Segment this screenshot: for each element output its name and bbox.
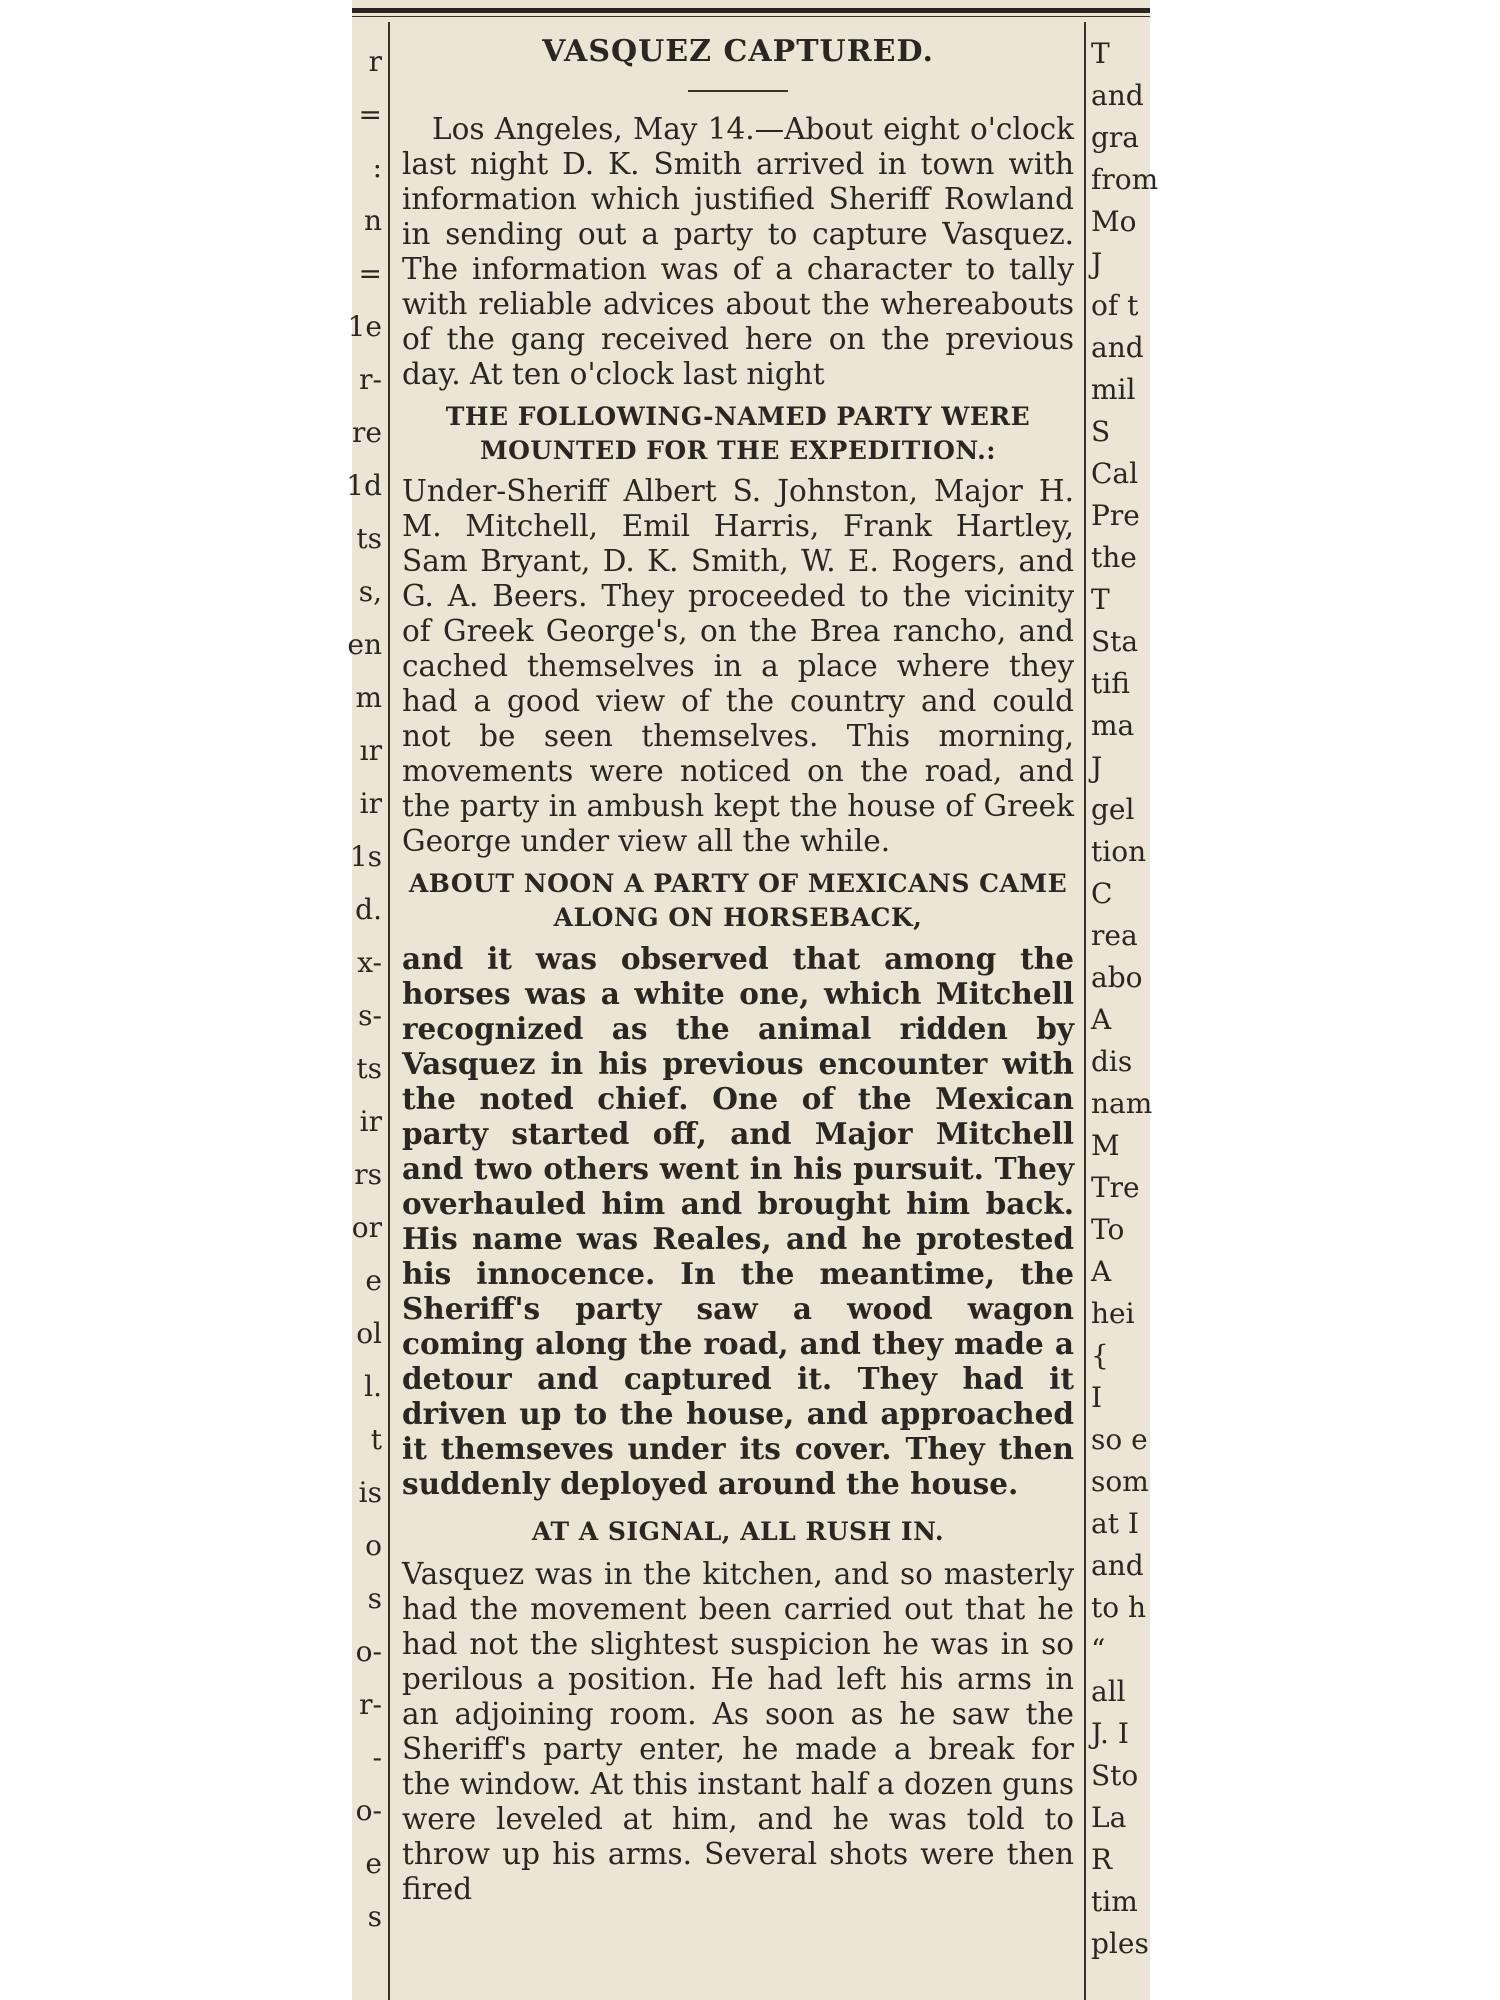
column-fragment: ır bbox=[359, 734, 382, 767]
adjacent-column-right bbox=[1089, 0, 1159, 2000]
column-fragment: : bbox=[372, 151, 382, 184]
column-fragment: ma bbox=[1091, 709, 1135, 742]
column-fragment: e bbox=[365, 1847, 382, 1880]
column-fragment: at I bbox=[1091, 1507, 1139, 1540]
column-fragment: re bbox=[352, 416, 382, 449]
column-fragment: nam bbox=[1091, 1087, 1153, 1120]
column-fragment: e bbox=[365, 1264, 382, 1297]
column-fragment: = bbox=[358, 98, 382, 131]
column-fragment: o- bbox=[355, 1635, 382, 1668]
column-fragment: l. bbox=[364, 1370, 382, 1403]
column-fragment: and bbox=[1091, 1549, 1144, 1582]
column-fragment: Mo bbox=[1091, 205, 1137, 238]
column-fragment: rea bbox=[1091, 919, 1138, 952]
column-fragment: I bbox=[1091, 1381, 1103, 1414]
column-fragment: Pre bbox=[1091, 499, 1140, 532]
column-fragment: J bbox=[1091, 751, 1103, 784]
column-fragment: to h bbox=[1091, 1591, 1147, 1624]
column-fragment: A bbox=[1091, 1255, 1112, 1288]
column-fragment: hei bbox=[1091, 1297, 1135, 1330]
column-fragment: 1e bbox=[347, 310, 382, 343]
column-rule-left bbox=[388, 22, 390, 2000]
article-headline: VASQUEZ CAPTURED. bbox=[542, 34, 934, 69]
column-fragment: T bbox=[1091, 37, 1110, 70]
column-fragment: ples bbox=[1091, 1927, 1149, 1960]
column-fragment: J bbox=[1091, 247, 1103, 280]
column-fragment: dis bbox=[1091, 1045, 1133, 1078]
column-fragment: r bbox=[368, 45, 382, 78]
column-fragment: m bbox=[355, 681, 382, 714]
column-fragment: s bbox=[367, 1582, 382, 1615]
column-fragment: the bbox=[1091, 541, 1137, 574]
article-paragraph-2: Under-Sheriff Albert S. Johnston, Major H. M. Mitchell, Emil Harris, Frank Hartley, Sam Bryant, D. K. Smith, W. E. Rogers, and G. A. Beers. They proceeded to the vicinity of Greek George's, on the Brea rancho, and cached themselves in a place where they had a good view of the country and could not be seen themselves. This morning, movements were noticed on the road, and the party in ambush kept the house of Greek George under view all the while. bbox=[402, 474, 1074, 858]
column-fragment: ol bbox=[356, 1317, 382, 1350]
column-fragment: t bbox=[370, 1423, 382, 1456]
article-column bbox=[402, 32, 1074, 1907]
column-fragment: ir bbox=[359, 787, 382, 820]
newspaper-clipping bbox=[346, 0, 1159, 2000]
column-fragment: ts bbox=[356, 1052, 382, 1085]
headline-divider bbox=[688, 90, 788, 92]
column-fragment: from bbox=[1091, 163, 1159, 196]
column-fragment: T bbox=[1091, 583, 1110, 616]
column-fragment: mil bbox=[1091, 373, 1136, 406]
column-fragment: A bbox=[1091, 1003, 1112, 1036]
column-fragment: abo bbox=[1091, 961, 1143, 994]
column-fragment: rs bbox=[354, 1158, 382, 1191]
column-fragment: Tre bbox=[1091, 1171, 1140, 1204]
column-fragment: Sto bbox=[1091, 1759, 1139, 1792]
column-fragment: Sta bbox=[1091, 625, 1139, 658]
column-fragment: 1d bbox=[346, 469, 382, 502]
column-fragment: so e bbox=[1091, 1423, 1148, 1456]
column-fragment: J. I bbox=[1091, 1717, 1129, 1750]
column-fragment: = bbox=[358, 257, 382, 290]
column-fragment: r- bbox=[359, 1688, 382, 1721]
column-fragment: R bbox=[1091, 1843, 1113, 1876]
column-fragment: o bbox=[365, 1529, 382, 1562]
column-fragment: som bbox=[1091, 1465, 1149, 1498]
column-fragment: gra bbox=[1091, 121, 1140, 154]
column-rule-right bbox=[1084, 22, 1086, 2000]
column-fragment: ts bbox=[356, 522, 382, 555]
column-fragment: tion bbox=[1091, 835, 1147, 868]
column-fragment: all bbox=[1091, 1675, 1126, 1708]
column-fragment: of t bbox=[1091, 289, 1139, 322]
column-fragment: S bbox=[1091, 415, 1111, 448]
column-fragment: s, bbox=[358, 575, 382, 608]
column-fragment: en bbox=[347, 628, 382, 661]
column-fragment: s- bbox=[358, 999, 382, 1032]
column-fragment: and bbox=[1091, 79, 1144, 112]
top-border-hairline bbox=[352, 16, 1150, 17]
column-fragment: and bbox=[1091, 331, 1144, 364]
column-fragment: ir bbox=[359, 1105, 382, 1138]
column-fragment: C bbox=[1091, 877, 1113, 910]
subhead-signal-rush: AT A SIGNAL, ALL RUSH IN. bbox=[531, 1517, 945, 1546]
column-fragment: n bbox=[363, 204, 382, 237]
article-paragraph-4: Vasquez was in the kitchen, and so masterly had the movement been carried out that he had not the slightest suspicion he was in so perilous a position. He had left his arms in an adjoining room. As soon as he saw the Sheriff's party enter, he made a break for the window. At this instant half a dozen guns were leveled at him, and he was told to throw up his arms. Several shots were then fired bbox=[402, 1557, 1074, 1906]
column-fragment: tifi bbox=[1091, 667, 1130, 700]
article-paragraph-1: Los Angeles, May 14.—About eight o'clock last night D. K. Smith arrived in town with information which justified Sheriff Rowland in sending out a party to capture Vasquez. The information was of a character to tally with reliable advices about the whereabouts of the gang received here on the previous day. At ten o'clock last night bbox=[402, 112, 1074, 391]
column-fragment: - bbox=[372, 1741, 382, 1774]
column-fragment: M bbox=[1091, 1129, 1120, 1162]
column-fragment: To bbox=[1091, 1213, 1125, 1246]
column-fragment: r- bbox=[359, 363, 382, 396]
column-fragment: { bbox=[1091, 1339, 1109, 1372]
column-fragment: is bbox=[358, 1476, 382, 1509]
column-fragment: 1s bbox=[349, 840, 382, 873]
column-fragment: o- bbox=[355, 1794, 382, 1827]
adjacent-column-left bbox=[346, 0, 386, 2000]
top-border-rule bbox=[352, 8, 1150, 13]
article-paragraph-3: and it was observed that among the horses was a white one, which Mitchell recognized as the animal ridden by Vasquez in his previous encounter with the noted chief. One of the Mexican party started off, and Major Mitchell and two others went in his pursuit. They overhauled him and brought him back. His name was Reales, and he protested his innocence. In the meantime, the Sheriff's party saw a wood wagon coming along the road, and they made a detour and captured it. They had it driven up to the house, and approached it themseves under its cover. They then suddenly deployed around the house. bbox=[402, 941, 1074, 1501]
column-fragment: “ bbox=[1091, 1633, 1106, 1666]
subhead-mexicans-came: ABOUT NOON A PARTY OF MEXICANS CAME ALONG ON HORSEBACK, bbox=[408, 869, 1068, 932]
column-fragment: tim bbox=[1091, 1885, 1138, 1918]
subhead-party-named: THE FOLLOWING-NAMED PARTY WERE MOUNTED FOR THE EXPEDITION.: bbox=[445, 402, 1031, 465]
column-fragment: d. bbox=[355, 893, 382, 926]
column-fragment: gel bbox=[1091, 793, 1135, 826]
column-fragment: La bbox=[1091, 1801, 1127, 1834]
column-fragment: or bbox=[351, 1211, 382, 1244]
column-fragment: Cal bbox=[1091, 457, 1139, 490]
column-fragment: s bbox=[367, 1900, 382, 1933]
column-fragment: x- bbox=[357, 946, 382, 979]
